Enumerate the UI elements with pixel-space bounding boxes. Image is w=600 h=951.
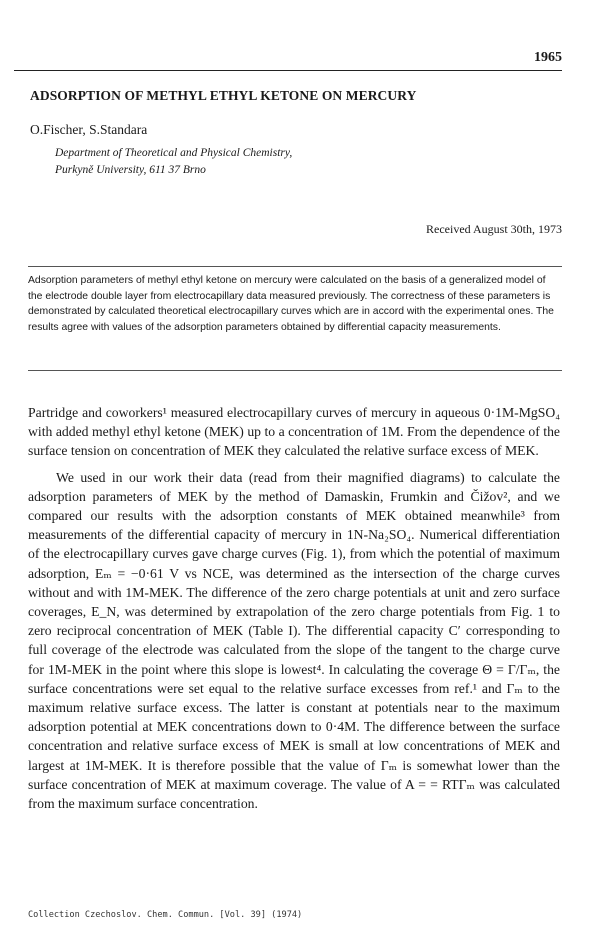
abstract-bottom-rule (28, 370, 562, 371)
header-rule (14, 70, 562, 71)
paragraph-2: We used in our work their data (read from their magnified diagrams) to calculate the adsorption parameters of MEK by the method of Damaskin, Frumkin and Čižov², and we compared our results with the adsorption constants of MEK obtained meanwhile³ from measurements of the differential capacity of mercury in 1N-Na₂SO₄. Numerical differentiation of the electrocapillary curves gave charge curves (Fig. 1), from which the potential of maximum adsorption, Eₘ = −0·61 V vs NCE, was determined as the intersection of the charge curves without and with 1M-MEK. The difference of the zero charge potentials at unit and zero surface coverages, E_N, was determined by extrapolation of the zero charge potentials from Fig. 1 to zero reciprocal concentration of MEK (Table I). The differential capacity C′ corresponding to full coverage of the electrode was calculated from the slope of the tangent to the charge curve for 1M-MEK in the point where this slope is lowest⁴. In calculating the coverage Θ = Γ/Γₘ, the surface concentrations were set equal to the relative surface excesses from ref.¹ and Γₘ to the maximum relative surface excess. The latter is constant at potentials near to the maximum adsorption potential at MEK concentrations down to 0·4M. The difference between the surface concentration and relative surface excess of MEK is small at low concentrations of MEK and largest at 1M-MEK. It is therefore possible that the value of Γₘ is somewhat lower than the surface concentration of MEK at maximum coverage. The value of A = = RTΓₘ was calculated from the maximum surface concentration. (28, 469, 560, 812)
abstract: Adsorption parameters of methyl ethyl ketone on mercury were calculated on the basis of a generalized model of the electrode double layer from electrocapillary data measured previously. The correctness of these parameters is demonstrated by calculated theoretical electrocapillary curves which are in accord with the experimental ones. The results agree with values of the adsorption parameters obtained by differential capacity measurements. (28, 275, 554, 333)
paragraph-1: Partridge and coworkers¹ measured electrocapillary curves of mercury in aqueous 0·1M-MgSO₄ with added methyl ethyl ketone (MEK) up to a concentration of 1M. From the dependence of the surface tension on concentration of MEK they calculated the relative surface excess of MEK. (28, 405, 560, 459)
page-number: 1965 (534, 50, 562, 65)
affiliation-line-2: Purkyně University, 611 37 Brno (55, 164, 206, 176)
abstract-top-rule (28, 266, 562, 267)
received-date: Received August 30th, 1973 (426, 222, 562, 236)
article-title: ADSORPTION OF METHYL ETHYL KETONE ON MERCURY (30, 88, 417, 103)
affiliation (55, 145, 292, 179)
body-text (28, 403, 560, 820)
authors: O.Fischer, S.Standara (30, 122, 148, 137)
journal-footer: Collection Czechoslov. Chem. Commun. [Vol. 39] (1974) (28, 910, 303, 920)
affiliation-line-1: Department of Theoretical and Physical Chemistry, (55, 147, 293, 159)
